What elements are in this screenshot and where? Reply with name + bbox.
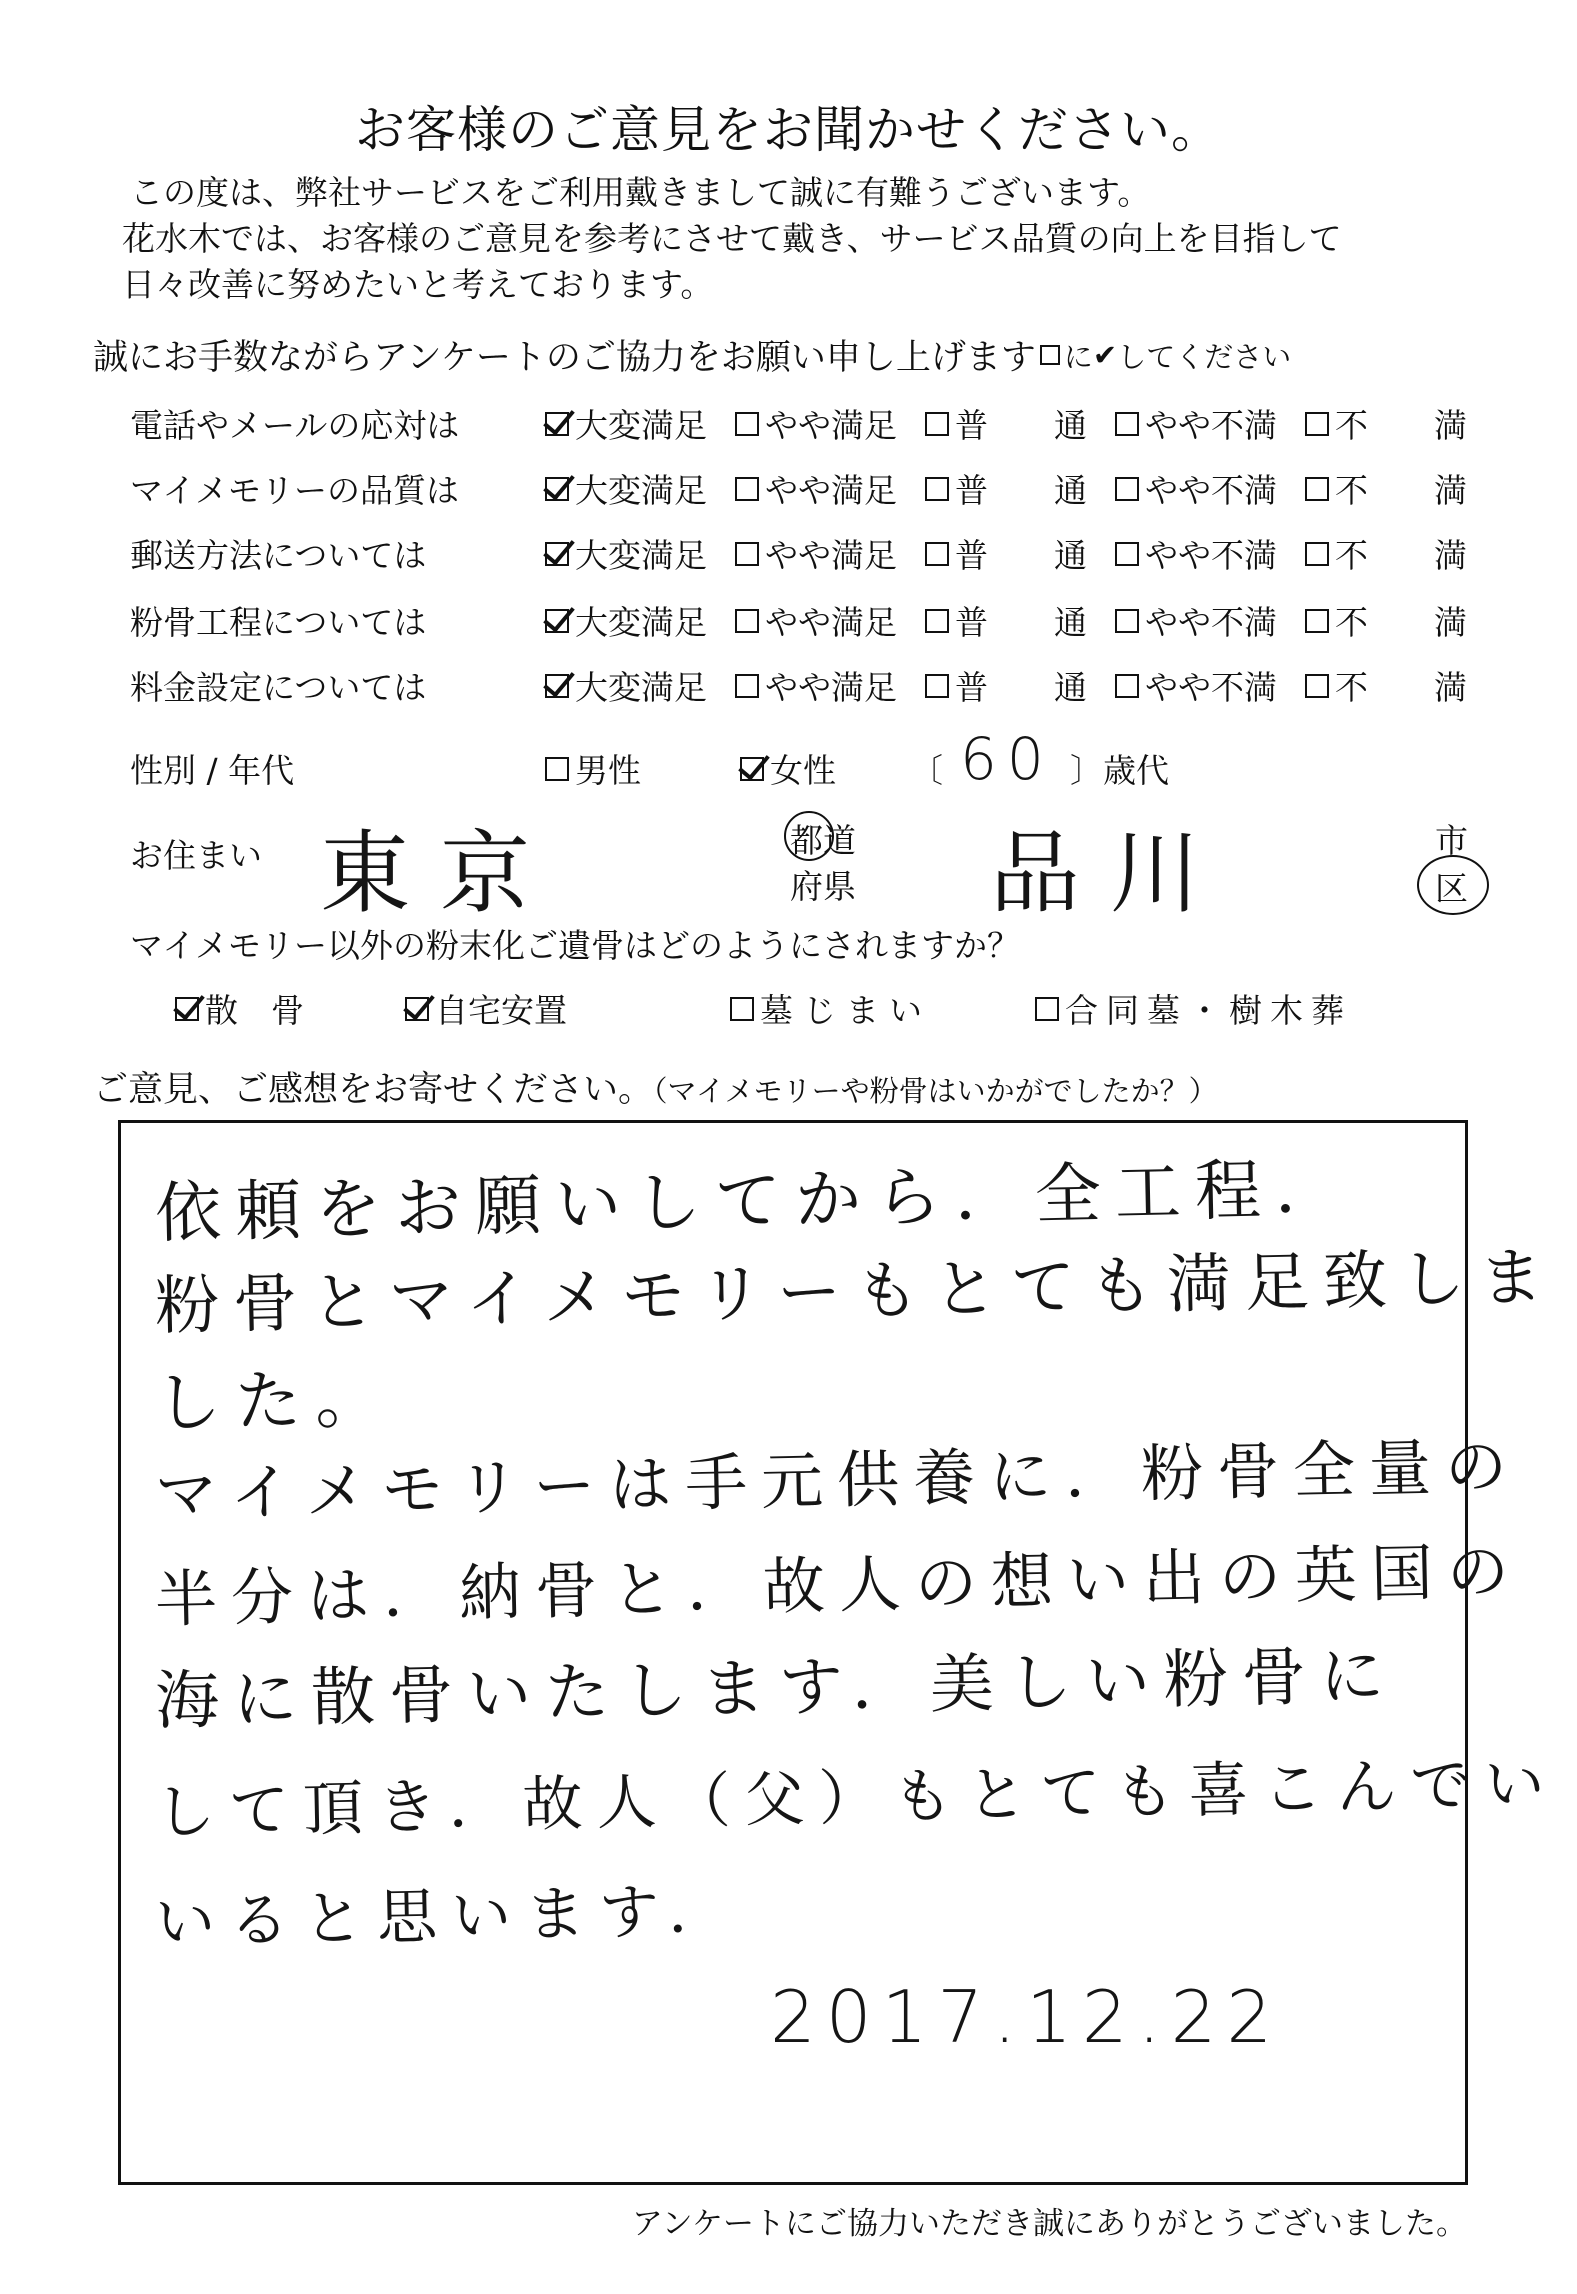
rating-option[interactable]: やや満足 (735, 465, 897, 512)
age-close-label: 〕歳代 (1070, 751, 1169, 790)
rating-row (130, 662, 1500, 722)
comments-label: ご意見、ご感想をお寄せください。（マイメモリーや粉骨はいかがでしたか？） (93, 1070, 1218, 1110)
grave-closure-checkbox[interactable] (730, 997, 754, 1021)
rating-option[interactable]: やや満足 (735, 662, 897, 709)
rating-question-label: 粉骨工程については (130, 603, 427, 642)
survey-title: お客様のご意見をお聞かせください。 (355, 101, 1222, 159)
rating-option[interactable]: 大変満足 (545, 662, 707, 709)
age-value: 60 (960, 725, 1054, 793)
rating-checkbox[interactable] (735, 674, 759, 698)
rating-checkbox[interactable] (545, 477, 569, 501)
rating-row (130, 597, 1500, 657)
rating-checkbox[interactable] (925, 412, 949, 436)
rating-option[interactable]: やや不満 (1115, 465, 1277, 512)
comment-line: 依頼をお願いしてから．全工程． (154, 1149, 1356, 1252)
city-value: 品川 (990, 821, 1230, 926)
rating-option[interactable]: 不 満 (1305, 662, 1467, 709)
instruction-text: 誠にお手数ながらアンケートのご協力をお願い申し上げます (93, 338, 1036, 378)
intro-line-3: 日々改善に努めたいと考えております。 (122, 265, 714, 304)
rating-checkbox[interactable] (1305, 477, 1329, 501)
rating-checkbox[interactable] (925, 674, 949, 698)
footer-thanks: アンケートにご協力いただき誠にありがとうございました。 (631, 2206, 1467, 2242)
rating-option[interactable]: やや不満 (1115, 597, 1277, 644)
comment-line: 半分は．納骨と．故人の想い出の英国の (154, 1534, 1524, 1636)
rating-option[interactable]: やや不満 (1115, 400, 1277, 447)
rating-checkbox[interactable] (545, 609, 569, 633)
gender-age-row (130, 725, 1530, 805)
rating-option[interactable]: やや満足 (735, 597, 897, 644)
rating-checkbox[interactable] (925, 477, 949, 501)
city-suffix: 市 区 (1435, 815, 1505, 915)
rating-row (130, 400, 1500, 460)
rating-checkbox[interactable] (735, 609, 759, 633)
rating-checkbox[interactable] (1115, 477, 1139, 501)
comment-line: した。 (154, 1359, 396, 1442)
rating-option[interactable]: やや満足 (735, 530, 897, 577)
rating-option[interactable]: 不 満 (1305, 400, 1467, 447)
rating-option[interactable]: 普 通 (925, 530, 1087, 577)
rating-option[interactable]: 不 満 (1305, 530, 1467, 577)
gender-option-male[interactable]: 男性 (545, 745, 641, 792)
rating-option[interactable]: やや不満 (1115, 662, 1277, 709)
rating-checkbox[interactable] (1115, 674, 1139, 698)
rating-option[interactable]: 大変満足 (545, 530, 707, 577)
address-label: お住まい (130, 836, 262, 875)
intro-line-2: 花水木では、お客様のご意見を参考にさせて戴き、サービス品質の向上を目指して (122, 219, 1342, 258)
rating-option[interactable]: 普 通 (925, 662, 1087, 709)
rating-option[interactable]: やや不満 (1115, 530, 1277, 577)
rating-checkbox[interactable] (925, 542, 949, 566)
checkbox-sample-icon (1040, 345, 1060, 365)
rating-checkbox[interactable] (545, 674, 569, 698)
rating-checkbox[interactable] (735, 412, 759, 436)
rating-option[interactable]: 普 通 (925, 465, 1087, 512)
instruction-hint: に ✔ してください (1036, 335, 1291, 376)
home-checkbox[interactable] (405, 997, 429, 1021)
rating-option[interactable]: やや満足 (735, 400, 897, 447)
remains-option-joint-grave[interactable]: 合同墓・樹木葬 (1035, 985, 1352, 1032)
rating-question-label: 郵送方法については (130, 536, 427, 575)
gender-option-female[interactable]: 女性 (740, 745, 836, 792)
rating-question-label: マイメモリーの品質は (130, 471, 460, 510)
rating-checkbox[interactable] (545, 412, 569, 436)
comment-date: 2017.12.22 (770, 1975, 1283, 2059)
gender-age-label: 性別 / 年代 (130, 751, 295, 790)
remains-option-home[interactable]: 自宅安置 (405, 985, 567, 1032)
rating-checkbox[interactable] (545, 542, 569, 566)
rating-row (130, 465, 1500, 525)
rating-row (130, 530, 1500, 590)
rating-option[interactable]: 大変満足 (545, 465, 707, 512)
rating-question-label: 料金設定については (130, 668, 427, 707)
rating-checkbox[interactable] (735, 477, 759, 501)
scatter-checkbox[interactable] (175, 997, 199, 1021)
comment-line: マイメモリーは手元供養に．粉骨全量の (154, 1429, 1522, 1531)
joint-grave-checkbox[interactable] (1035, 997, 1059, 1021)
rating-question-label: 電話やメールの応対は (130, 406, 460, 445)
prefecture-suffix: 都道 府県 (790, 815, 900, 895)
remains-question: マイメモリー以外の粉末化ご遺骨はどのようにされますか？ (130, 926, 1021, 965)
rating-option[interactable]: 不 満 (1305, 597, 1467, 644)
rating-checkbox[interactable] (1305, 674, 1329, 698)
remains-option-grave-closure[interactable]: 墓じまい (730, 985, 932, 1032)
comment-line: 海に散骨いたします．美しい粉骨に (154, 1638, 1399, 1739)
male-checkbox[interactable] (545, 757, 569, 781)
rating-option[interactable]: 大変満足 (545, 597, 707, 644)
rating-option[interactable]: 普 通 (925, 400, 1087, 447)
rating-checkbox[interactable] (1305, 609, 1329, 633)
check-mark-icon: ✔ (1092, 338, 1118, 372)
rating-checkbox[interactable] (1305, 542, 1329, 566)
rating-checkbox[interactable] (1115, 412, 1139, 436)
rating-checkbox[interactable] (735, 542, 759, 566)
comment-line: 粉骨とマイメモリーもとても満足致しま (154, 1240, 1558, 1344)
remains-options (175, 985, 1505, 1035)
rating-option[interactable]: 大変満足 (545, 400, 707, 447)
female-checkbox[interactable] (740, 757, 764, 781)
comment-line: いると思います． (154, 1875, 743, 1958)
comment-line: して頂き．故人（父）もとても喜こんでい (154, 1748, 1560, 1848)
rating-checkbox[interactable] (1305, 412, 1329, 436)
instruction (93, 330, 1291, 380)
rating-checkbox[interactable] (925, 609, 949, 633)
rating-checkbox[interactable] (1115, 542, 1139, 566)
rating-option[interactable]: 普 通 (925, 597, 1087, 644)
remains-option-scatter[interactable]: 散 骨 (175, 985, 304, 1032)
rating-checkbox[interactable] (1115, 609, 1139, 633)
rating-option[interactable]: 不 満 (1305, 465, 1467, 512)
age-open-bracket: 〔 (910, 751, 943, 790)
prefecture-value: 東京 (320, 821, 560, 926)
intro-line-1: この度は、弊社サービスをご利用戴きまして誠に有難うございます。 (130, 173, 1151, 212)
